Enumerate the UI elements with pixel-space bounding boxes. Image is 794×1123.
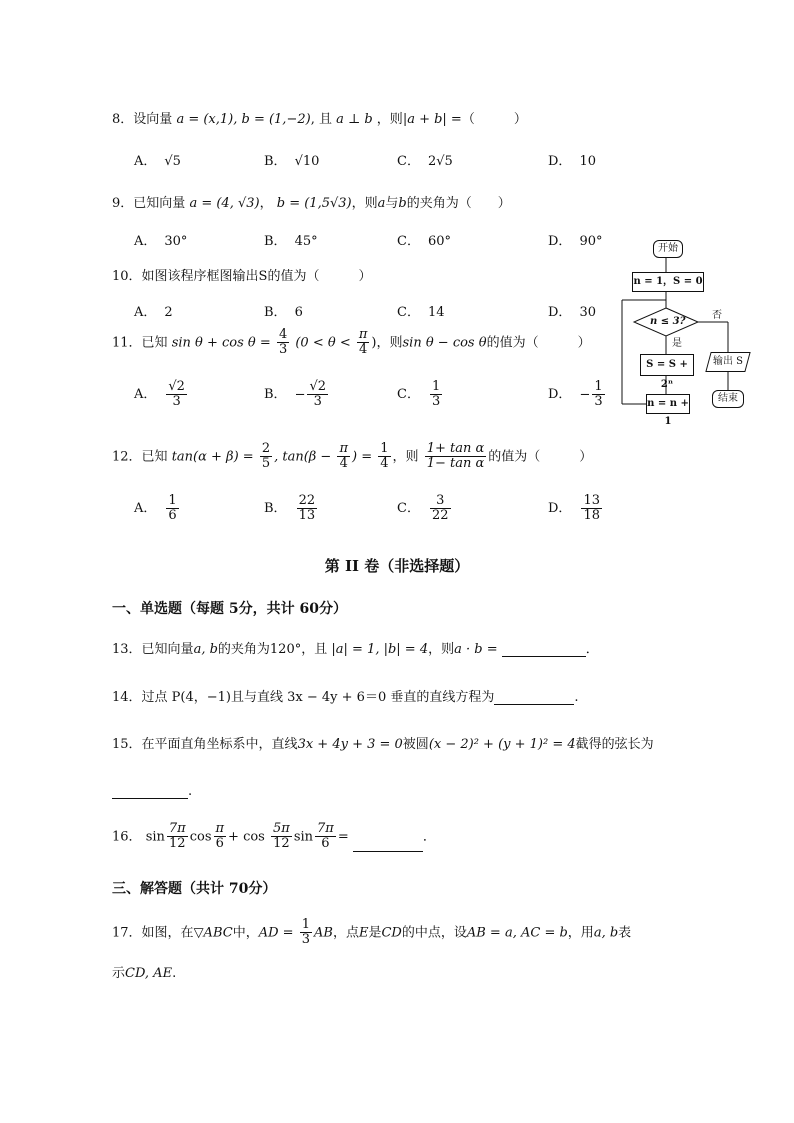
flowchart-assign: S = S + 2ⁿ: [640, 354, 694, 376]
option-a[interactable]: A． 30°: [134, 234, 188, 249]
heading-solutions: 三、解答题（共计 70分）: [112, 881, 277, 897]
option-d[interactable]: D． 10: [548, 154, 596, 169]
option-b[interactable]: B． 45°: [264, 234, 318, 249]
question-8: 8．设向量 a = (x,1), b = (1,−2), 且 a ⊥ b ，则|a + b| =（ ）: [112, 112, 527, 127]
option-a[interactable]: A． $\frac{√2}{3}$: [134, 379, 185, 410]
question-10: 10．如图该程序框图输出S的值为（ ）: [112, 269, 372, 284]
answer-blank[interactable]: [494, 704, 574, 705]
option-b[interactable]: B． 6: [264, 305, 303, 320]
question-11: 11．已知 sin θ + cos θ = $\frac{4}{3}$ (0 < θ < $\frac{\pi}{4}$ )，则sin θ − cos θ的值为（ ）: [112, 327, 591, 358]
options-12: [134, 494, 614, 538]
flowchart: [620, 236, 770, 427]
option-a[interactable]: A． √5: [134, 154, 181, 169]
option-d[interactable]: D． 30: [548, 305, 596, 320]
option-a[interactable]: A． $\frac{1}{6}$: [134, 493, 177, 524]
question-number: 8．: [112, 112, 134, 127]
flowchart-init: n = 1，S = 0: [632, 272, 704, 292]
question-9: 9．已知向量 a = (4, √3)， b = (1,5√3)，则a与b的夹角为（ ）: [112, 196, 511, 211]
option-c[interactable]: C． $\frac{1}{3}$: [397, 379, 441, 410]
option-c[interactable]: C． $\frac{3}{22}$: [397, 493, 449, 524]
answer-blank[interactable]: [353, 851, 423, 852]
question-13: 13．已知向量a, b的夹角为120°，且 |a| = 1, |b| = 4，则a · b = ．: [112, 642, 599, 657]
option-b[interactable]: B． − $\frac{√2}{3}$: [264, 379, 327, 410]
question-15: 15．在平面直角坐标系中，直线3x + 4y + 3 = 0被圆(x − 2)² + (y + 1)² = 4截得的弦长为: [112, 737, 654, 752]
question-15-blank: .: [112, 784, 192, 799]
option-a[interactable]: A． 2: [134, 305, 173, 320]
flowchart-lines: [620, 236, 770, 416]
question-16: 16． sin $\frac{7\pi}{12}$ cos $\frac{\pi}{6}$ + cos $\frac{5\pi}{12}$ sin $\frac{7\pi}{6}$ = ．: [112, 821, 436, 852]
flowchart-output: 输出 S: [705, 352, 750, 372]
answer-blank[interactable]: [112, 798, 188, 799]
option-d[interactable]: D． $\frac{13}{18}$: [548, 493, 600, 524]
heading-single-choice: 一、单选题（每题 5分，共计 60分）: [112, 601, 347, 617]
option-c[interactable]: C． 60°: [397, 234, 451, 249]
option-d[interactable]: D． 90°: [548, 234, 603, 249]
option-d[interactable]: D． − $\frac{1}{3}$: [548, 379, 603, 410]
option-c[interactable]: C． 2√5: [397, 154, 453, 169]
question-12: 12．已知 tan(α + β) = $\frac{2}{5}$ , tan(β − $\frac{\pi}{4}$ ) = $\frac{1}{4}$ ，则 $\frac{\text{1+ tan α}}{\text{1− tan α}}$ 的值为（ ）: [112, 441, 593, 472]
flowchart-yes: 是: [672, 338, 682, 349]
options-10: [134, 301, 614, 331]
flowchart-no: 否: [712, 310, 722, 321]
option-c[interactable]: C． 14: [397, 305, 445, 320]
vector-definition: a = (x,1), b = (1,−2): [176, 112, 311, 127]
option-b[interactable]: B． $\frac{22}{13}$: [264, 493, 316, 524]
question-17: 17．如图，在▽ABC中，AD = $\frac{1}{3}$ AB，点E是CD的中点，设AB = a, AC = b，用a, b表: [112, 917, 632, 948]
question-14: 14．过点 P(4，−1)且与直线 3x − 4y + 6＝0 垂直的直线方程为 .: [112, 690, 579, 705]
options-9: [134, 230, 614, 260]
flowchart-increment: n = n + 1: [646, 394, 690, 414]
option-b[interactable]: B． √10: [264, 154, 320, 169]
options-8: [134, 150, 614, 180]
flowchart-end: 结束: [712, 390, 744, 408]
section-title: 第 II 卷（非选择题）: [324, 557, 470, 575]
options-11: [134, 380, 614, 424]
flowchart-start: 开始: [653, 240, 683, 258]
answer-blank[interactable]: [502, 656, 586, 657]
question-17-line2: 示CD, AE.: [112, 966, 177, 981]
flowchart-condition: n ≤ 3?: [650, 316, 686, 327]
